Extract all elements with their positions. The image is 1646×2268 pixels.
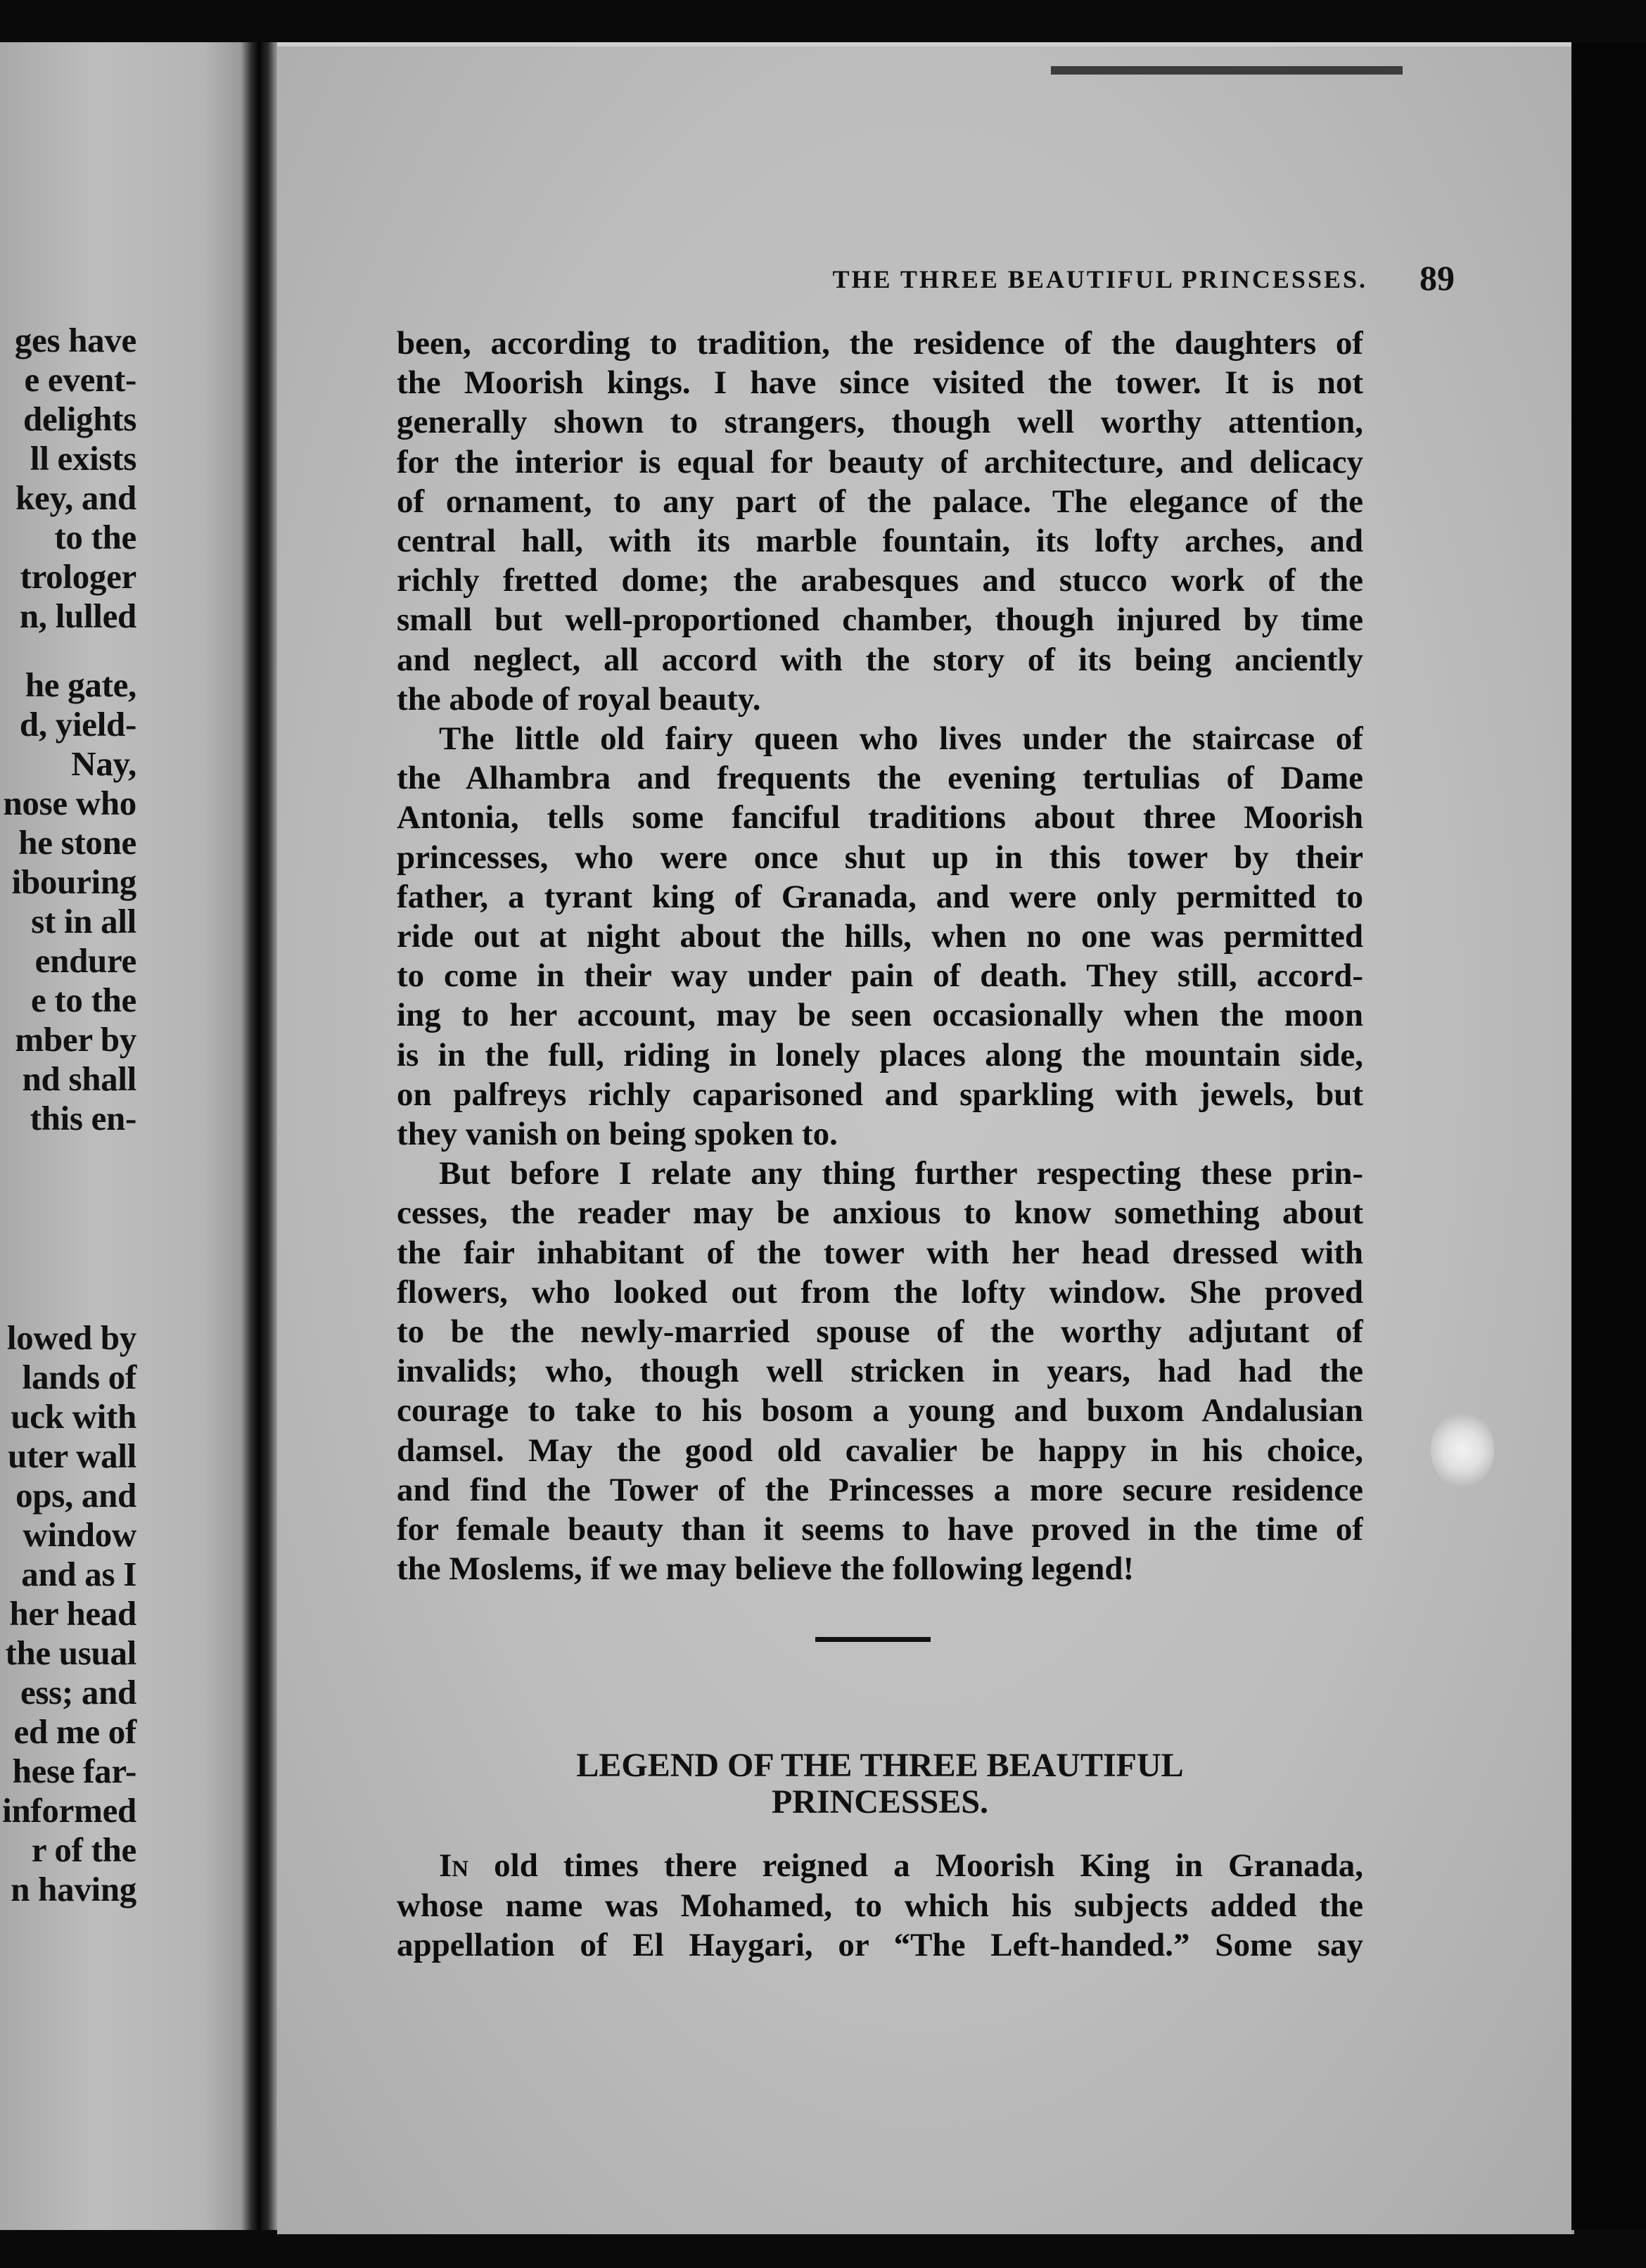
previous-page-line: ges have [14, 321, 136, 359]
text-line: richly fretted dome; the arabesques and stucco work of the [397, 562, 1363, 599]
previous-page-line: Nay, [71, 744, 136, 783]
previous-page-line: nd shall [22, 1059, 136, 1098]
previous-page-fragment [0, 42, 241, 2230]
previous-page-line: trologer [20, 557, 136, 596]
text-line: courage to take to his bosom a young and buxom Andalusian [397, 1392, 1363, 1429]
text-line [397, 1846, 1363, 1886]
drop-word: In [439, 1847, 469, 1884]
text-line: father, a tyrant king of Granada, and were only permitted to [397, 878, 1363, 915]
text-line: But before I relate any thing further respecting these prin- [439, 1155, 1363, 1192]
text-line: princesses, who were once shut up in this tower by their [397, 839, 1363, 876]
running-head: THE THREE BEAUTIFUL PRINCESSES. [832, 265, 1367, 293]
previous-page-line: st in all [31, 902, 136, 941]
body-text [397, 324, 1363, 1589]
previous-page-line: ops, and [15, 1476, 136, 1515]
previous-page-line: window [23, 1515, 136, 1554]
scan-artifact-bar [1051, 66, 1403, 75]
scan-background [1571, 42, 1646, 2230]
previous-page-line: nose who [3, 784, 136, 822]
text-line: generally shown to strangers, though well worthy attention, [397, 404, 1363, 441]
text-line: is in the full, riding in lonely places along the mountain side, [397, 1036, 1363, 1074]
text-line: small but well-proportioned chamber, though injured by time [397, 601, 1363, 639]
text-line: The little old fairy queen who lives under the staircase of [439, 720, 1363, 758]
text-line: been, according to tradition, the residence of the daughters of [397, 325, 1363, 362]
previous-page-line: d, yield- [19, 705, 136, 744]
text-line: whose name was Mohamed, to which his subjects added the [397, 1887, 1363, 1924]
text-line: ing to her account, may be seen occasionally when the moon [397, 997, 1363, 1034]
paragraph-gap [0, 1138, 136, 1318]
previous-page-line: lowed by [6, 1318, 136, 1357]
text-line: they vanish on being spoken to. [397, 1116, 838, 1153]
previous-page-line: r of the [31, 1830, 136, 1869]
previous-page-line: ess; and [20, 1673, 136, 1712]
text-line: ride out at night about the hills, when no one was permitted [397, 918, 1363, 955]
text-line: central hall, with its marble fountain, its lofty arches, and [397, 523, 1363, 560]
text-line: appellation of El Haygari, or “The Left-handed.” Some say [397, 1927, 1363, 1963]
previous-page-line: and as I [21, 1555, 136, 1593]
text-line: the fair inhabitant of the tower with her head dressed with [397, 1234, 1363, 1271]
paragraph-gap [0, 636, 136, 665]
text-line: the Moslems, if we may believe the following legend! [397, 1550, 1135, 1588]
previous-page-line: uck with [11, 1397, 136, 1436]
text-line: to come in their way under pain of death. They still, accord- [397, 957, 1363, 995]
previous-page-line: hese far- [12, 1752, 136, 1790]
previous-page-line: key, and [15, 478, 136, 517]
legend-heading [397, 1747, 1363, 1821]
previous-page-line: the usual [5, 1633, 136, 1672]
previous-page-line: this en- [30, 1099, 136, 1138]
page-number: 89 [1419, 258, 1455, 298]
legend-text [397, 1846, 1363, 1966]
text-line: the abode of royal beauty. [397, 680, 761, 718]
previous-page-line: n having [11, 1870, 136, 1909]
previous-page-line: n, lulled [19, 597, 136, 635]
previous-page-line: ed me of [13, 1712, 136, 1751]
previous-page-line: informed [2, 1791, 136, 1830]
text-line: cesses, the reader may be anxious to know something about [397, 1194, 1363, 1232]
legend-heading-line: PRINCESSES. [771, 1783, 989, 1821]
text-line: Antonia, tells some fanciful traditions about three Moorish [397, 799, 1363, 836]
text-line: flowers, who looked out from the lofty window. She proved [397, 1273, 1363, 1311]
text-line: of ornament, to any part of the palace. The elegance of the [397, 483, 1363, 520]
text-line: the Alhambra and frequents the evening tertulias of Dame [397, 760, 1363, 797]
previous-page-line: e to the [31, 981, 136, 1019]
previous-page-line: lands of [22, 1358, 136, 1396]
previous-page-text [0, 321, 136, 1909]
legend-heading-line: LEGEND OF THE THREE BEAUTIFUL [576, 1747, 1184, 1784]
book-gutter [241, 42, 277, 2230]
text-line: invalids; who, though well stricken in years, had had the [397, 1353, 1363, 1390]
text-line: the Moorish kings. I have since visited the tower. It is not [397, 364, 1363, 402]
text-line-rest: old times there reigned a Moorish King in Granada, [468, 1847, 1363, 1884]
previous-page-line: e event- [24, 360, 136, 399]
previous-page-line: he stone [18, 823, 136, 862]
previous-page-line: uter wall [8, 1436, 136, 1475]
text-line: and neglect, all accord with the story of its being anciently [397, 641, 1363, 678]
previous-page-line: ll exists [30, 439, 136, 478]
previous-page-line: he gate, [25, 665, 136, 704]
text-line: damsel. May the good old cavalier be happy in his choice, [397, 1432, 1363, 1469]
text-line: for female beauty than it seems to have proved in the time of [397, 1511, 1363, 1548]
text-line: for the interior is equal for beauty of architecture, and delicacy [397, 443, 1363, 480]
previous-page-line: mber by [15, 1020, 136, 1059]
previous-page-line: endure [34, 941, 136, 980]
text-line: and find the Tower of the Princesses a more secure residence [397, 1471, 1363, 1508]
section-rule [815, 1637, 931, 1642]
previous-page-line: her head [9, 1594, 136, 1633]
text-line: to be the newly-married spouse of the worthy adjutant of [397, 1313, 1363, 1351]
book-page [277, 42, 1574, 2234]
previous-page-line: to the [54, 518, 136, 556]
previous-page-line: ibouring [11, 862, 136, 901]
previous-page-line: delights [23, 400, 136, 438]
text-line: on palfreys richly caparisoned and sparkling with jewels, but [397, 1076, 1363, 1113]
scan-smudge [1431, 1411, 1494, 1489]
